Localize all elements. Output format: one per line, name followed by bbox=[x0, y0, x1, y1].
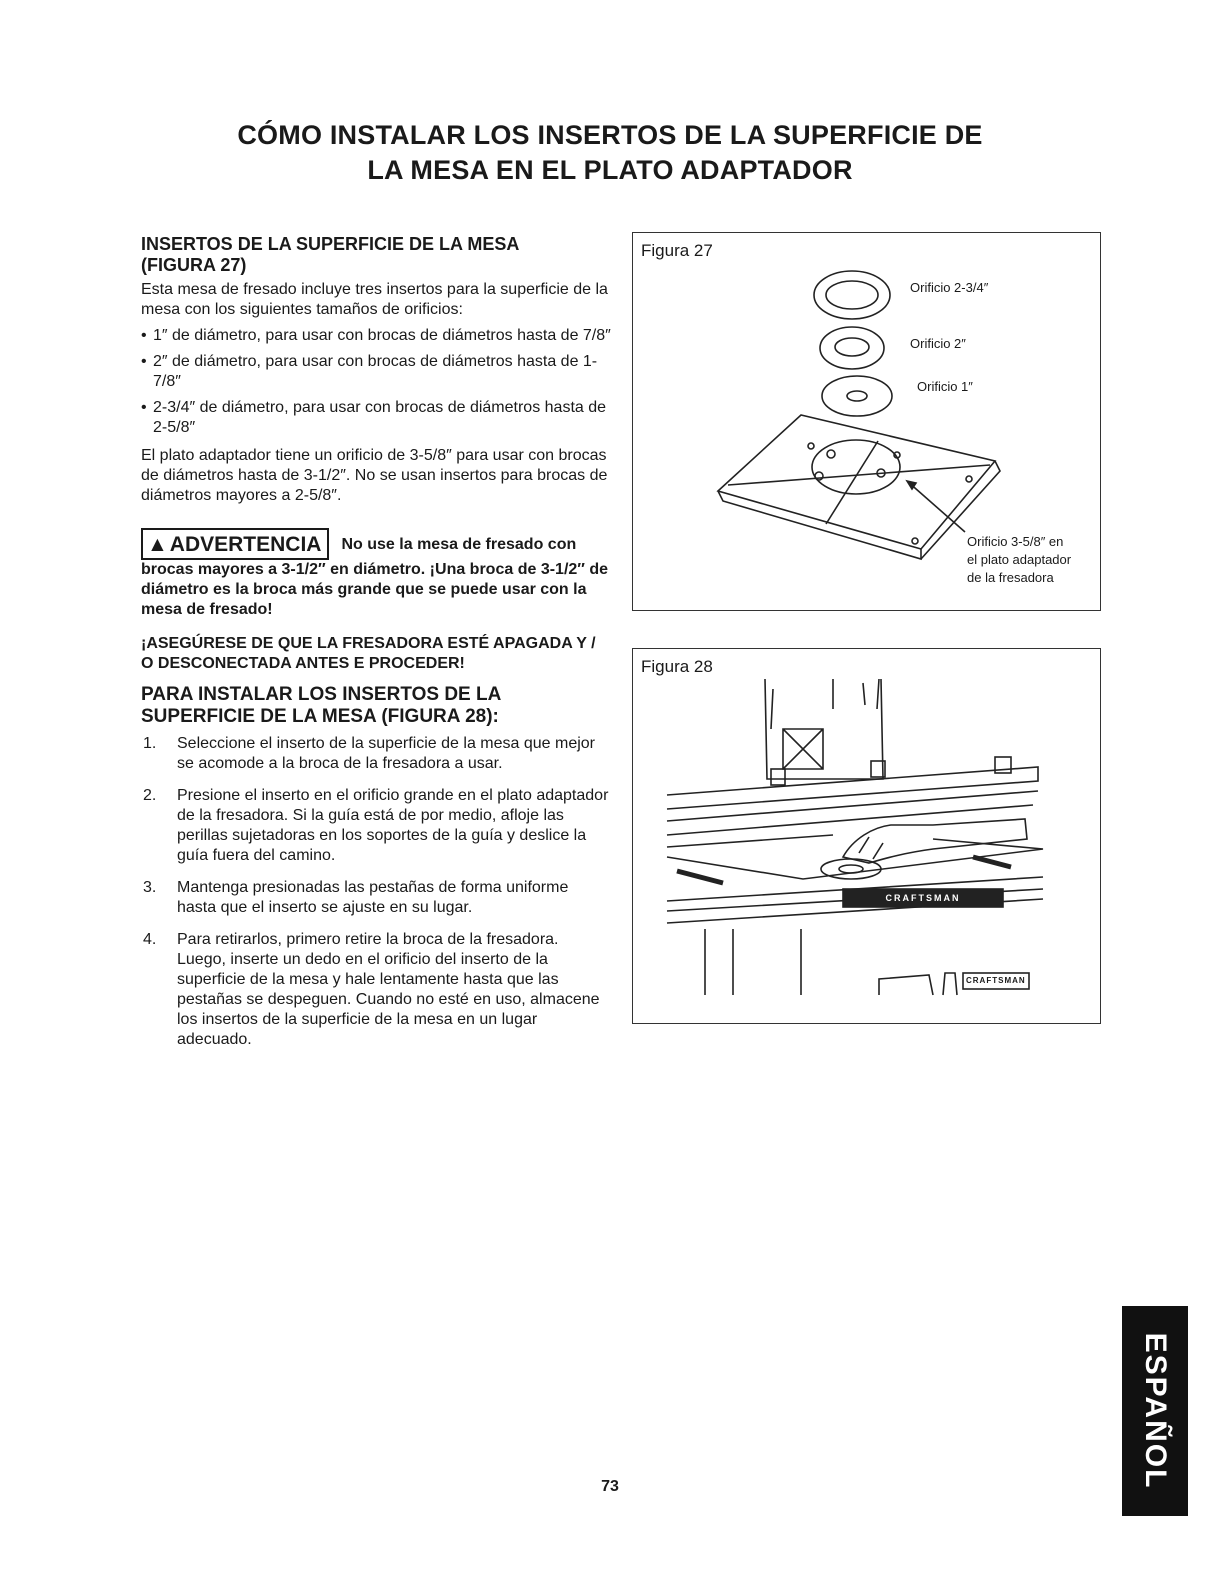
list-item bbox=[141, 878, 611, 918]
craftsman-brand-plate: CRAFTSMAN bbox=[885, 893, 961, 903]
step-text: Para retirarlos, primero retire la broca de la fresadora. Luego, inserte un dedo en el orificio del inserto de la superficie de la mesa y hale lentamente hasta que las pestañas se despeguen. Cuando no esté en uso, almacene los insertos de la superficie de la mesa en un lugar adecuado. bbox=[177, 931, 600, 1048]
figure-27 bbox=[632, 232, 1101, 611]
callout-hole-1: Orificio 1″ bbox=[917, 379, 973, 394]
callout-adapter-hole bbox=[967, 533, 1071, 587]
figure-27-label: Figura 27 bbox=[641, 241, 713, 260]
section2-heading bbox=[141, 684, 611, 728]
page-title-line1: CÓMO INSTALAR LOS INSERTOS DE LA SUPERFICIE DE bbox=[237, 120, 983, 150]
craftsman-brand-logo: CRAFTSMAN bbox=[966, 976, 1026, 985]
language-tab-label: ESPAÑOL bbox=[1139, 1332, 1172, 1490]
section2-heading-line2: SUPERFICIE DE LA MESA (FIGURA 28): bbox=[141, 706, 499, 727]
adapter-note: El plato adaptador tiene un orificio de 3-5/8″ para usar con brocas de diámetros hasta de 3-1/2″. No se usan insertos para brocas de diámetros mayores a 2-5/8″. bbox=[141, 447, 608, 504]
section2-heading-line1: PARA INSTALAR LOS INSERTOS DE LA bbox=[141, 684, 502, 705]
callout-hole-2-3-4: Orificio 2-3/4″ bbox=[910, 280, 989, 295]
page-title bbox=[0, 118, 1220, 188]
page-number: 73 bbox=[601, 1478, 619, 1495]
callout-adapter-line1: Orificio 3-5/8″ en bbox=[967, 534, 1064, 549]
warning-block bbox=[141, 528, 611, 620]
page-title-line2: LA MESA EN EL PLATO ADAPTADOR bbox=[367, 155, 853, 185]
list-item bbox=[141, 786, 611, 866]
warning-badge-label: ADVERTENCIA bbox=[169, 533, 322, 556]
caution-caps: ¡ASEGÚRESE DE QUE LA FRESADORA ESTÉ APAGADA Y / O DESCONECTADA ANTES E PROCEDER! bbox=[141, 635, 596, 672]
step-number: 2. bbox=[143, 787, 157, 804]
section1-heading-line1: INSERTOS DE LA SUPERFICIE DE LA MESA bbox=[141, 234, 520, 254]
warning-text: No use la mesa de fresado con brocas mayores a 3-1/2″ en diámetro. ¡Una broca de 3-1/2″ de diámetro es la broca más grande que se puede usar con la mesa de fresado! bbox=[141, 536, 609, 618]
callout-hole-2: Orificio 2″ bbox=[910, 336, 966, 351]
list-item: • 1″ de diámetro, para usar con brocas de diámetros hasta de 7/8″ bbox=[141, 326, 611, 346]
step-text: Mantenga presionadas las pestañas de forma uniforme hasta que el inserto se ajuste en su lugar. bbox=[177, 879, 569, 916]
step-text: Seleccione el inserto de la superficie de la mesa que mejor se acomode a la broca de la fresadora a usar. bbox=[177, 735, 596, 772]
step-number: 3. bbox=[143, 879, 157, 896]
list-item: • 2″ de diámetro, para usar con brocas de diámetros hasta de 1-7/8″ bbox=[141, 352, 611, 392]
warning-triangle-icon: ▲ bbox=[147, 533, 168, 556]
figure-28-label: Figura 28 bbox=[641, 657, 713, 676]
list-item bbox=[141, 734, 611, 774]
figure-28 bbox=[632, 648, 1101, 1024]
left-column bbox=[141, 234, 611, 1062]
step-text: Presione el inserto en el orificio grande en el plato adaptador de la fresadora. Si la guía está de por medio, afloje las perillas sujetadoras en los soportes de la guía y deslice la guía fuera del camino. bbox=[177, 787, 609, 864]
callout-adapter-line2: el plato adaptador bbox=[967, 552, 1072, 567]
list-item: • 2-3/4″ de diámetro, para usar con brocas de diámetros hasta de 2-5/8″ bbox=[141, 398, 611, 438]
section1-heading bbox=[141, 234, 611, 276]
figure-28-drawing bbox=[633, 649, 1100, 1023]
warning-badge bbox=[141, 528, 329, 560]
step-number: 1. bbox=[143, 735, 157, 752]
section1-intro: Esta mesa de fresado incluye tres insertos para la superficie de la mesa con los siguientes tamaños de orificios: bbox=[141, 281, 608, 318]
section1-heading-line2: (FIGURA 27) bbox=[141, 255, 247, 275]
callout-adapter-line3: de la fresadora bbox=[967, 570, 1054, 585]
step-number: 4. bbox=[143, 931, 157, 948]
install-steps bbox=[141, 734, 611, 1050]
insert-size-list bbox=[141, 326, 611, 438]
list-item bbox=[141, 930, 611, 1050]
